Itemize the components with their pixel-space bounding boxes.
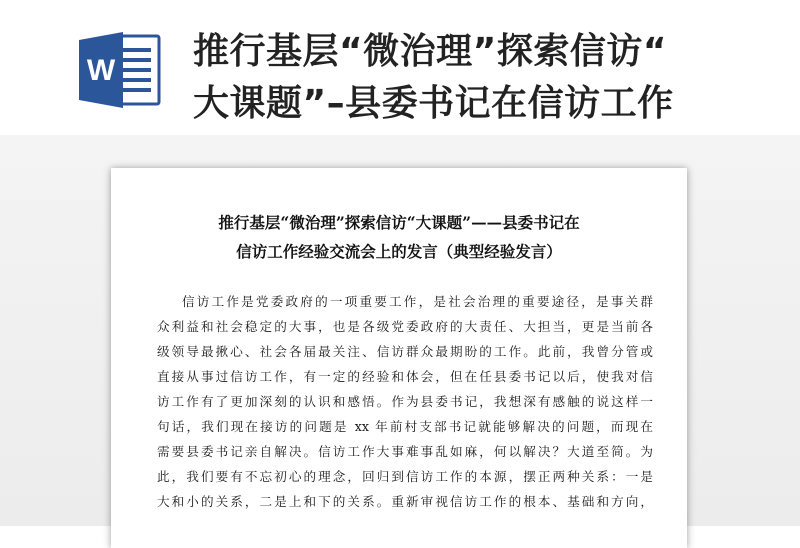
- body-line: 众利益和社会稳定的大事，也是各级党委政府的大责任、大担当，更是当前各: [157, 319, 653, 334]
- document-title-line-1: 推行基层“微治理”探索信访“大课题”——县委书记在: [218, 213, 580, 232]
- word-document-icon: [77, 30, 163, 110]
- body-line: 级领导最揪心、社会各届最关注、信访群众最期盼的工作。此前，我曾分管或: [157, 344, 653, 359]
- body-line: 直接从事过信访工作，有一定的经验和体会，但在任县委书记以后，使我对信: [157, 369, 653, 384]
- banner: [0, 0, 800, 135]
- document-page: [111, 168, 687, 548]
- banner-title: [193, 26, 793, 130]
- body-line: 访工作有了更加深刻的认识和感悟。作为县委书记，我想深有感触的说这样一: [157, 394, 653, 409]
- body-line: 大和小的关系，二是上和下的关系。重新审视信访工作的根本、基础和方向，: [157, 494, 653, 509]
- body-line: 信访工作是党委政府的一项重要工作，是社会治理的重要途径，是事关群: [182, 294, 653, 309]
- document-body: [157, 289, 653, 514]
- body-line: 需要县委书记亲自解决。信访工作大事难事乱如麻，何以解决？大道至简。为: [157, 444, 653, 459]
- document-title: [111, 208, 687, 266]
- banner-title-line-1: 推行基层“微治理”探索信访“: [193, 31, 667, 72]
- word-icon-letter: W: [86, 54, 116, 87]
- body-line: 此，我们要有不忘初心的理念，回归到信访工作的本源，摆正两种关系：一是: [157, 469, 653, 484]
- banner-title-line-2: 大课题”–县委书记在信访工作: [193, 83, 674, 124]
- body-line: 句话，我们现在接访的问题是 xx 年前村支部书记就能够解决的问题，而现在: [157, 419, 653, 434]
- document-title-line-2: 信访工作经验交流会上的发言（典型经验发言）: [236, 242, 562, 261]
